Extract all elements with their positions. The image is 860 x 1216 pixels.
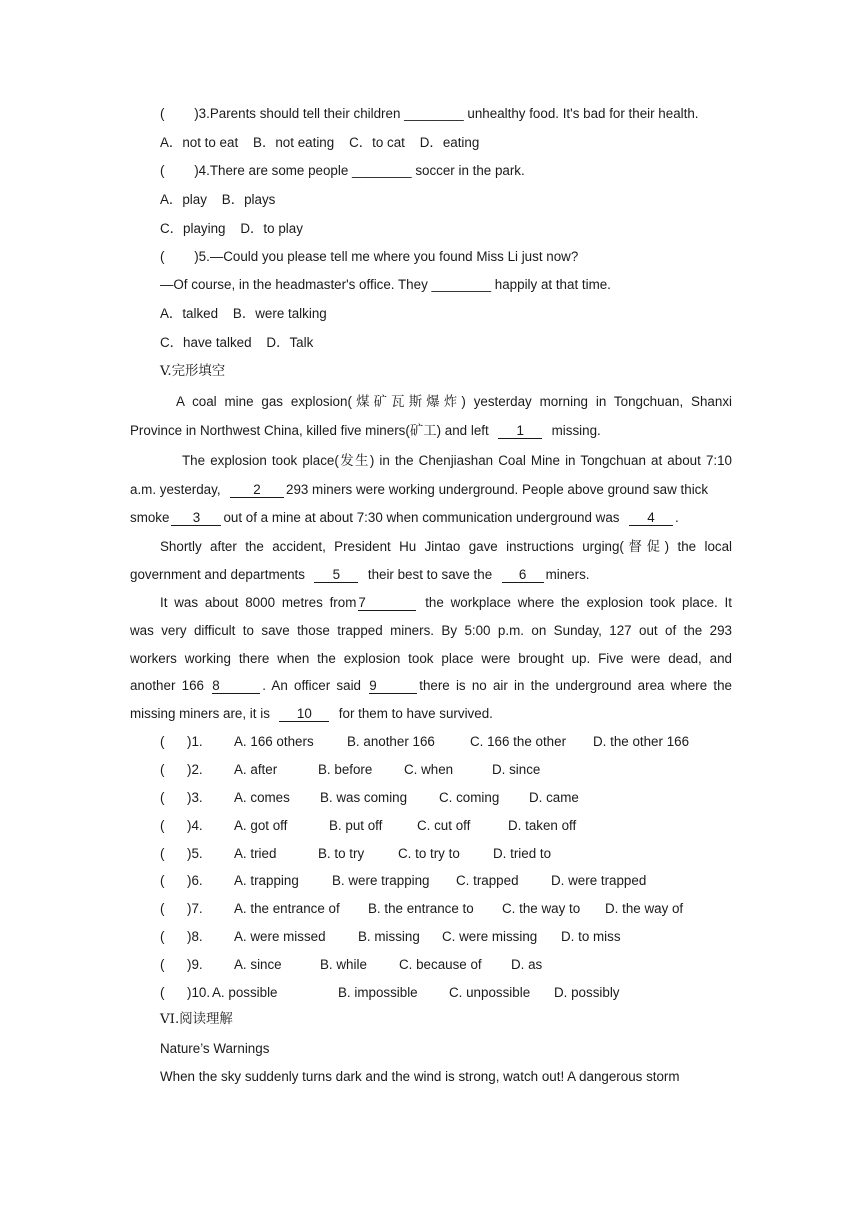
blank-7: 7 [358, 595, 416, 611]
passage-line: Shortly after the accident, President Hu Jintao gave instructions urging(督促) the local [160, 539, 733, 555]
blank-4: 4 [629, 510, 673, 526]
blank-9: 9 [369, 678, 417, 694]
question-5-stem: ( )5.—Could you please tell me where you found Miss Li just now? [160, 249, 579, 264]
cloze-question-7: ( )7. A. the entrance of B. the entrance to C. the way to D. the way of [160, 901, 684, 916]
question-5-answer-line: —Of course, in the headmaster's office. They ________ happily at that time. [160, 277, 611, 292]
passage-line: Province in Northwest China, killed five miners(矿工) and left 1 missing. [130, 423, 601, 439]
section-heading-reading: VI.阅读理解 [160, 1012, 233, 1027]
blank-5: 5 [314, 567, 358, 583]
cloze-question-1: ( )1. A. 166 others B. another 166 C. 166 the other D. the other 166 [160, 734, 690, 749]
cloze-question-2: ( )2. A. after B. before C. when D. since [160, 762, 541, 777]
cloze-question-3: ( )3. A. comes B. was coming C. coming D. came [160, 790, 579, 805]
blank-1: 1 [498, 423, 542, 439]
reading-first-line: When the sky suddenly turns dark and the wind is strong, watch out! A dangerous storm [160, 1069, 680, 1084]
passage-line: workers working there when the explosion took place were brought up. Five were dead, and [130, 651, 732, 666]
passage-line: another 166 8 . An officer said 9 there is no air in the underground area where the [130, 678, 732, 693]
question-5-options-cd: C．have talked D．Talk [160, 335, 314, 350]
cloze-question-5: ( )5. A. tried B. to try C. to try to D. tried to [160, 846, 552, 861]
blank-3: 3 [171, 510, 221, 526]
passage-line: government and departments 5 their best to save the 6 miners. [130, 567, 590, 582]
reading-title: Nature’s Warnings [160, 1041, 270, 1056]
question-4-options-ab: A．play B．plays [160, 192, 276, 207]
section-heading-cloze: V.完形填空 [160, 364, 226, 379]
cloze-question-8: ( )8. A. were missed B. missing C. were missing D. to miss [160, 929, 621, 944]
cloze-question-6: ( )6. A. trapping B. were trapping C. trapped D. were trapped [160, 873, 647, 888]
passage-line: was very difficult to save those trapped miners. By 5:00 p.m. on Sunday, 127 out of the 293 [130, 623, 732, 638]
cloze-question-4: ( )4. A. got off B. put off C. cut off D. taken off [160, 818, 577, 833]
blank-6: 6 [502, 567, 544, 583]
question-4-stem: ( )4.There are some people ________ soccer in the park. [160, 163, 525, 178]
question-5-options-ab: A．talked B．were talking [160, 306, 327, 321]
blank-8: 8 [212, 678, 260, 694]
passage-line: missing miners are, it is 10 for them to have survived. [130, 706, 493, 721]
cloze-question-9: ( )9. A. since B. while C. because of D. as [160, 957, 543, 972]
question-3-options: A．not to eat B．not eating C．to cat D．eating [160, 135, 480, 150]
cloze-question-10: ( )10. A. possible B. impossible C. unpossible D. possibly [160, 985, 620, 1000]
passage-line: smoke 3 out of a mine at about 7:30 when communication underground was 4 . [130, 510, 679, 525]
passage-line: The explosion took place(发生) in the Chenjiashan Coal Mine in Tongchuan at about 7:10 [182, 453, 733, 469]
passage-line: It was about 8000 metres from 7 the workplace where the explosion took place. It [160, 595, 732, 610]
passage-line: a.m. yesterday, 2 293 miners were working underground. People above ground saw thick [130, 482, 709, 497]
question-4-options-cd: C．playing D．to play [160, 221, 303, 236]
blank-10: 10 [279, 706, 329, 722]
passage-line: A coal mine gas explosion(煤矿瓦斯爆炸) yesterday morning in Tongchuan, Shanxi [176, 394, 732, 410]
question-3-stem: ( )3.Parents should tell their children ________ unhealthy food. It's bad for their health. [160, 106, 699, 121]
blank-2: 2 [230, 482, 284, 498]
